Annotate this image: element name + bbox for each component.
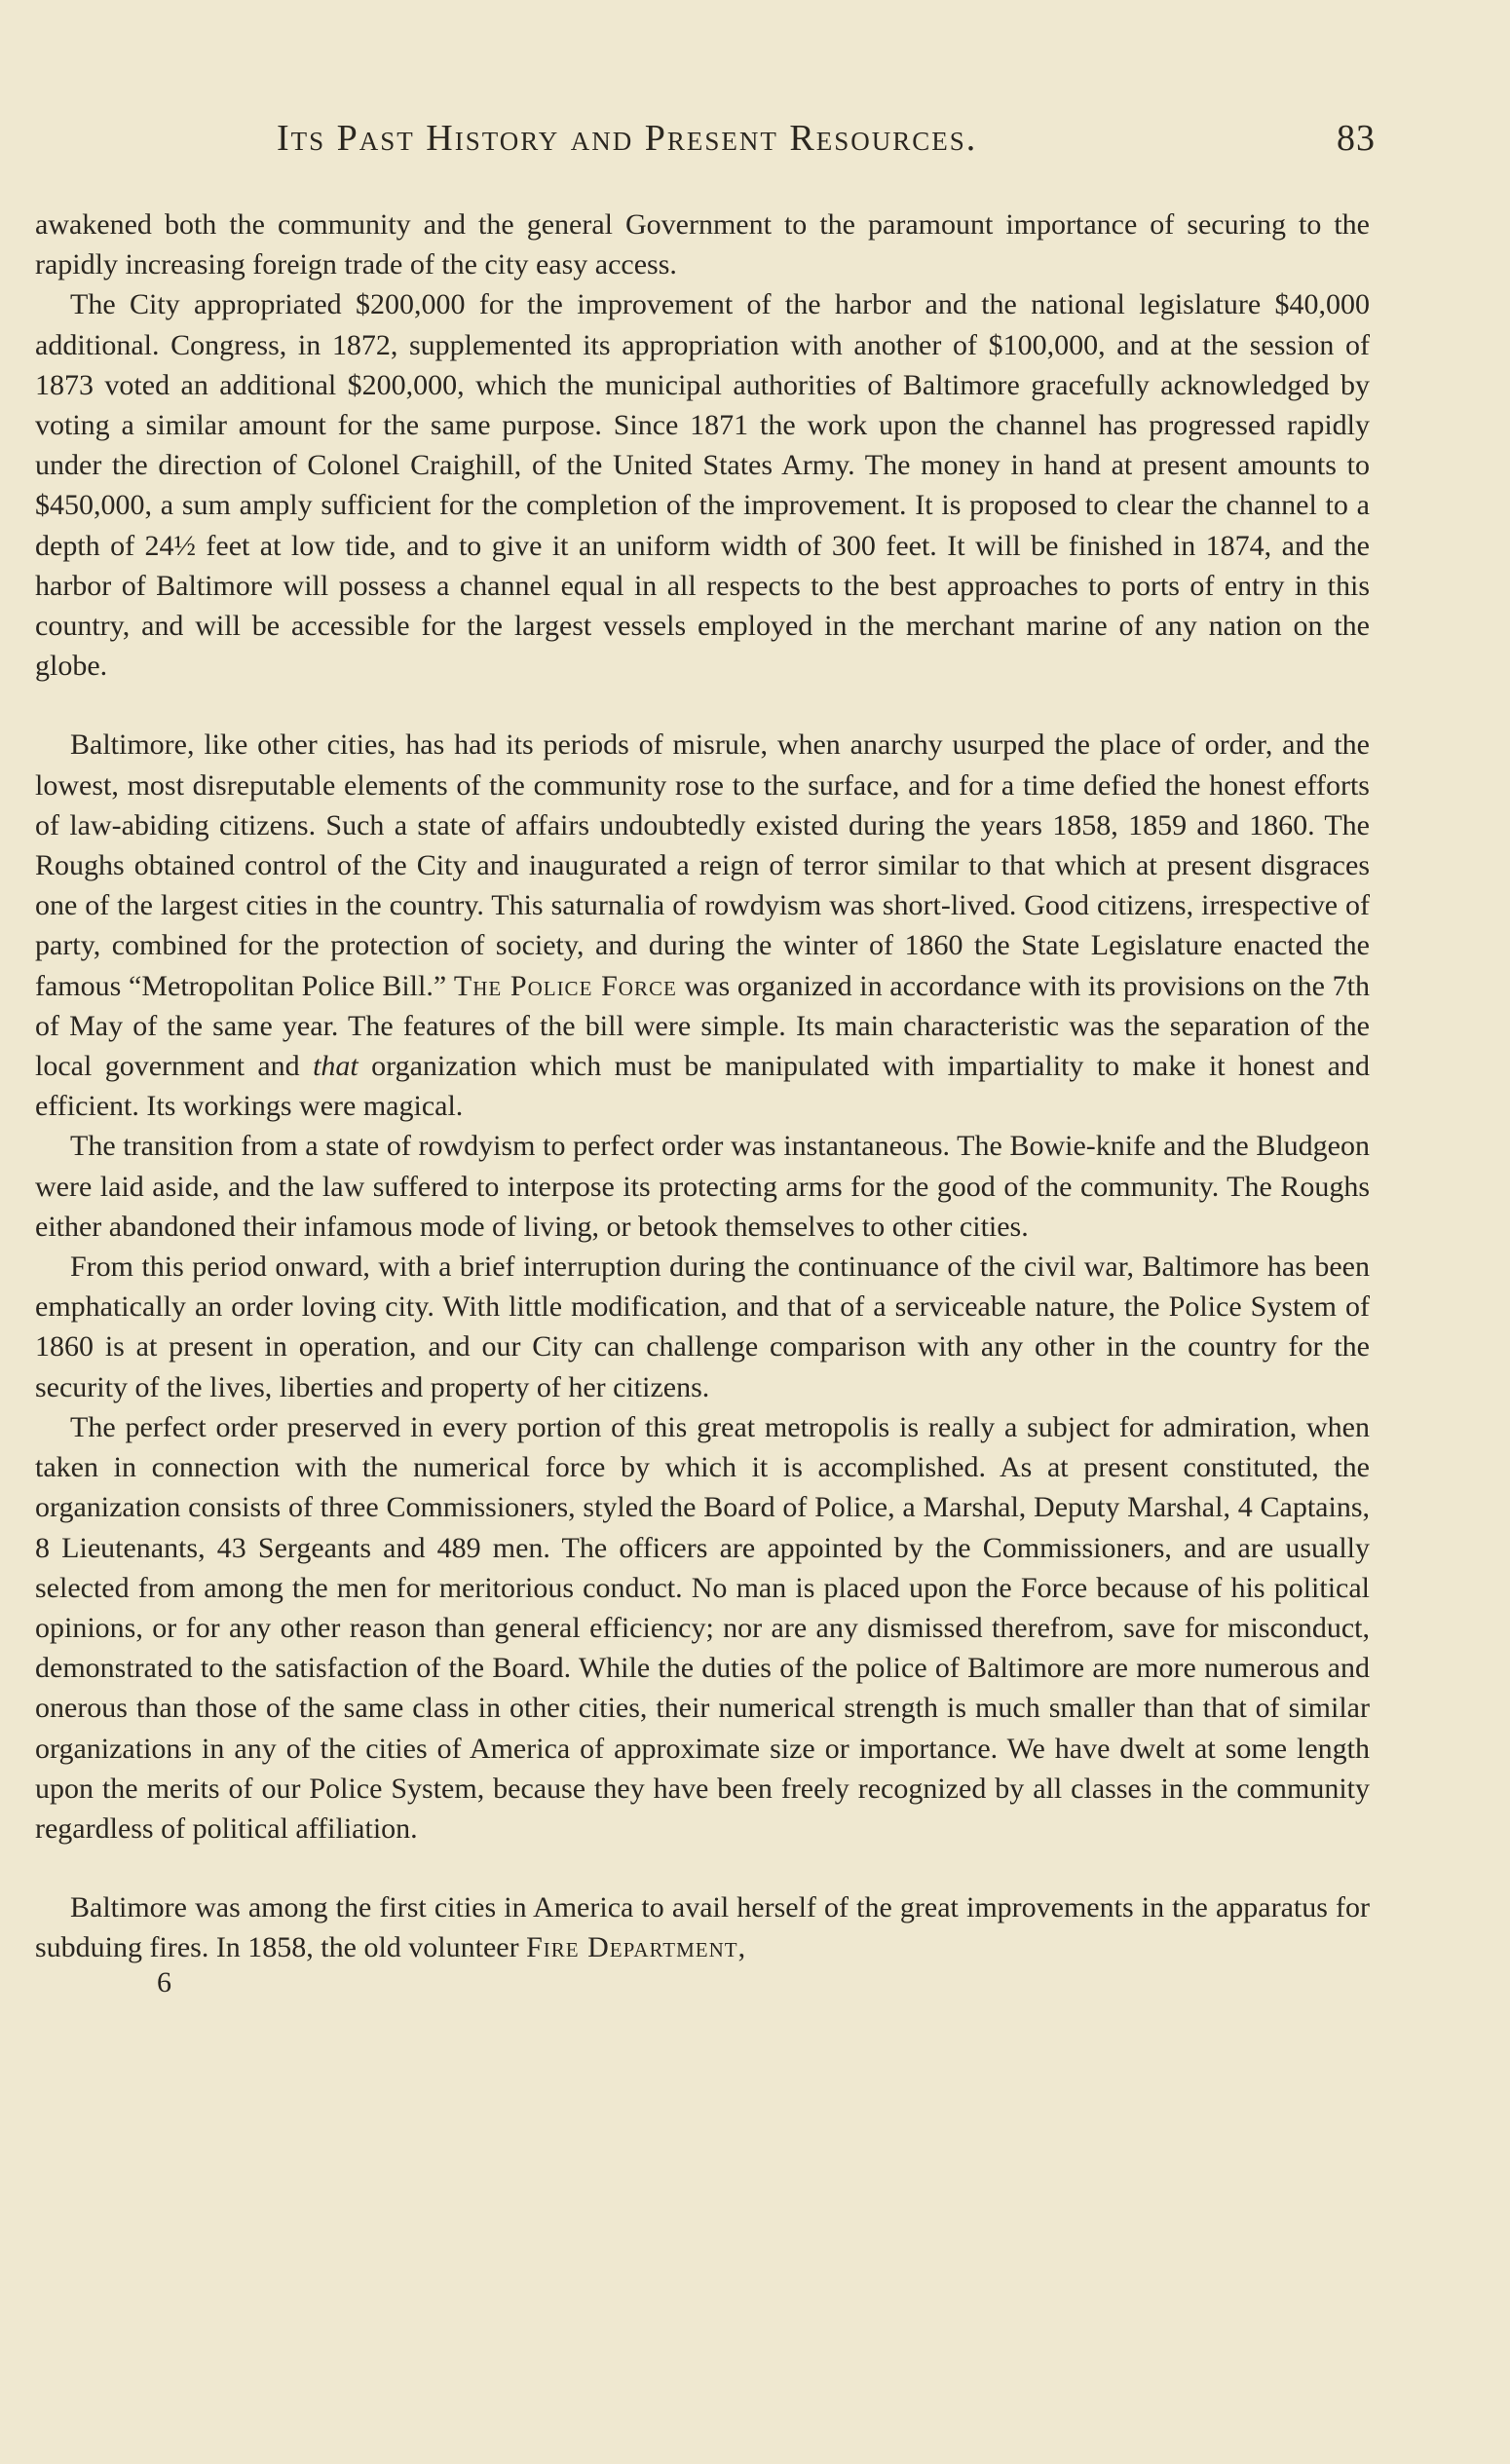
fire-department-heading: Fire Department, [526,1931,747,1964]
running-header [35,117,1376,175]
police-history-text-c: organization which must be manipulated with impartiality to make it honest and efficient. Its workings were magical. [35,1050,1370,1123]
paragraph-police-organization: The perfect order preserved in every portion of this great metropolis is really a subject for admiration, when taken in connection with the numerical force by which it is accomplished. As at present constituted, the organization consists of three Commissioners, styled the Board of Police, a Marshal, Deputy Marshal, 4 Captains, 8 Lieutenants, 43 Sergeants and 489 men. The officers are appointed by the Commissioners, and are usually selected from among the men for meritorious conduct. No man is placed upon the Force because of his political opinions, or for any other reason than general efficiency; nor are any dismissed therefrom, save for misconduct, demonstrated to the satisfaction of the Board. While the duties of the police of Baltimore are more numerous and onerous than those of the same class in other cities, their numerical strength is much smaller than that of similar organizations in any of the cities of America of approximate size or importance. We have dwelt at some length upon the merits of our Police System, because they have been freely recognized by all classes in the community regardless of political affiliation. [35,1410,1370,1845]
police-force-heading: The Police Force [453,969,677,1002]
signature-mark: 6 [157,1965,171,1998]
page-number: 83 [1337,118,1376,159]
fire-department-text: Baltimore was among the first cities in America to avail herself of the great improvements in the apparatus for subduing fires. In 1858, the old volunteer [35,1891,1370,1964]
section-gap [35,686,1370,725]
section-gap [35,1848,1370,1887]
running-title: Its Past History and Present Resources. [277,118,978,159]
paragraph-transition: The transition from a state of rowdyism to perfect order was instantaneous. The Bowie-knife and the Bludgeon were laid aside, and the law suffered to interpose its protecting arms for the good of the community. The Roughs either abandoned their infamous mode of living, or betook themselves to other cities. [35,1130,1370,1243]
police-history-text-a: Baltimore, like other cities, has had its periods of misrule, when anarchy usurped the place of order, and the lowest, most disreputable elements of the community rose to the surface, and for a time defied the honest efforts of law-abiding citizens. Such a state of affairs undoubtedly existed during the years 1858, 1859 and 1860. The Roughs obtained control of the City and inaugurated a reign of terror similar to that which at present disgraces one of the largest cities in the country. This saturnalia of rowdyism was short-lived. Good citizens, irrespective of party, combined for the protection of society, and during the winter of 1860 the State Legislature enacted the famous “Metropolitan Police Bill.” [35,728,1370,1002]
paragraph-police-history [35,725,1370,1126]
document-page [35,117,1376,1999]
paragraph-harbor-appropriations: The City appropriated $200,000 for the improvement of the harbor and the national legislature $40,000 additional. Congress, in 1872, supplemented its appropriation with another of $100,000, and at the session of 1873 voted an additional $200,000, which the municipal authorities of Baltimore gracefully acknowledged by voting a similar amount for the same purpose. Since 1871 the work upon the channel has progressed rapidly under the direction of Colonel Craighill, of the United States Army. The money in hand at present amounts to $450,000, a sum amply sufficient for the completion of the improvement. It is proposed to clear the channel to a depth of 24½ feet at low tide, and to give it an uniform width of 300 feet. It will be finished in 1874, and the harbor of Baltimore will possess a channel equal in all respects to the best approaches to ports of entry in this country, and will be accessible for the largest vessels employed in the merchant marine of any nation on the globe. [35,288,1370,683]
emphasis-that: that [313,1050,359,1083]
paragraph-harbor-intro: awakened both the community and the general Government to the paramount importance of securing to the rapidly increasing foreign trade of the city easy access. [35,208,1370,281]
paragraph-fire-department [35,1887,1370,1967]
police-history-text-b: was organized in accordance with its provisions on the 7th of May of the same year. The features of the bill were simple. Its main characteristic was the separation of the local government and [35,969,1371,1083]
paragraph-order-loving-city: From this period onward, with a brief interruption during the continuance of the civil war, Baltimore has been emphatically an order loving city. With little modification, and that of a serviceable nature, the Police System of 1860 is at present in operation, and our City can challenge comparison with any other in the country for the security of the lives, liberties and property of her citizens. [35,1251,1370,1403]
